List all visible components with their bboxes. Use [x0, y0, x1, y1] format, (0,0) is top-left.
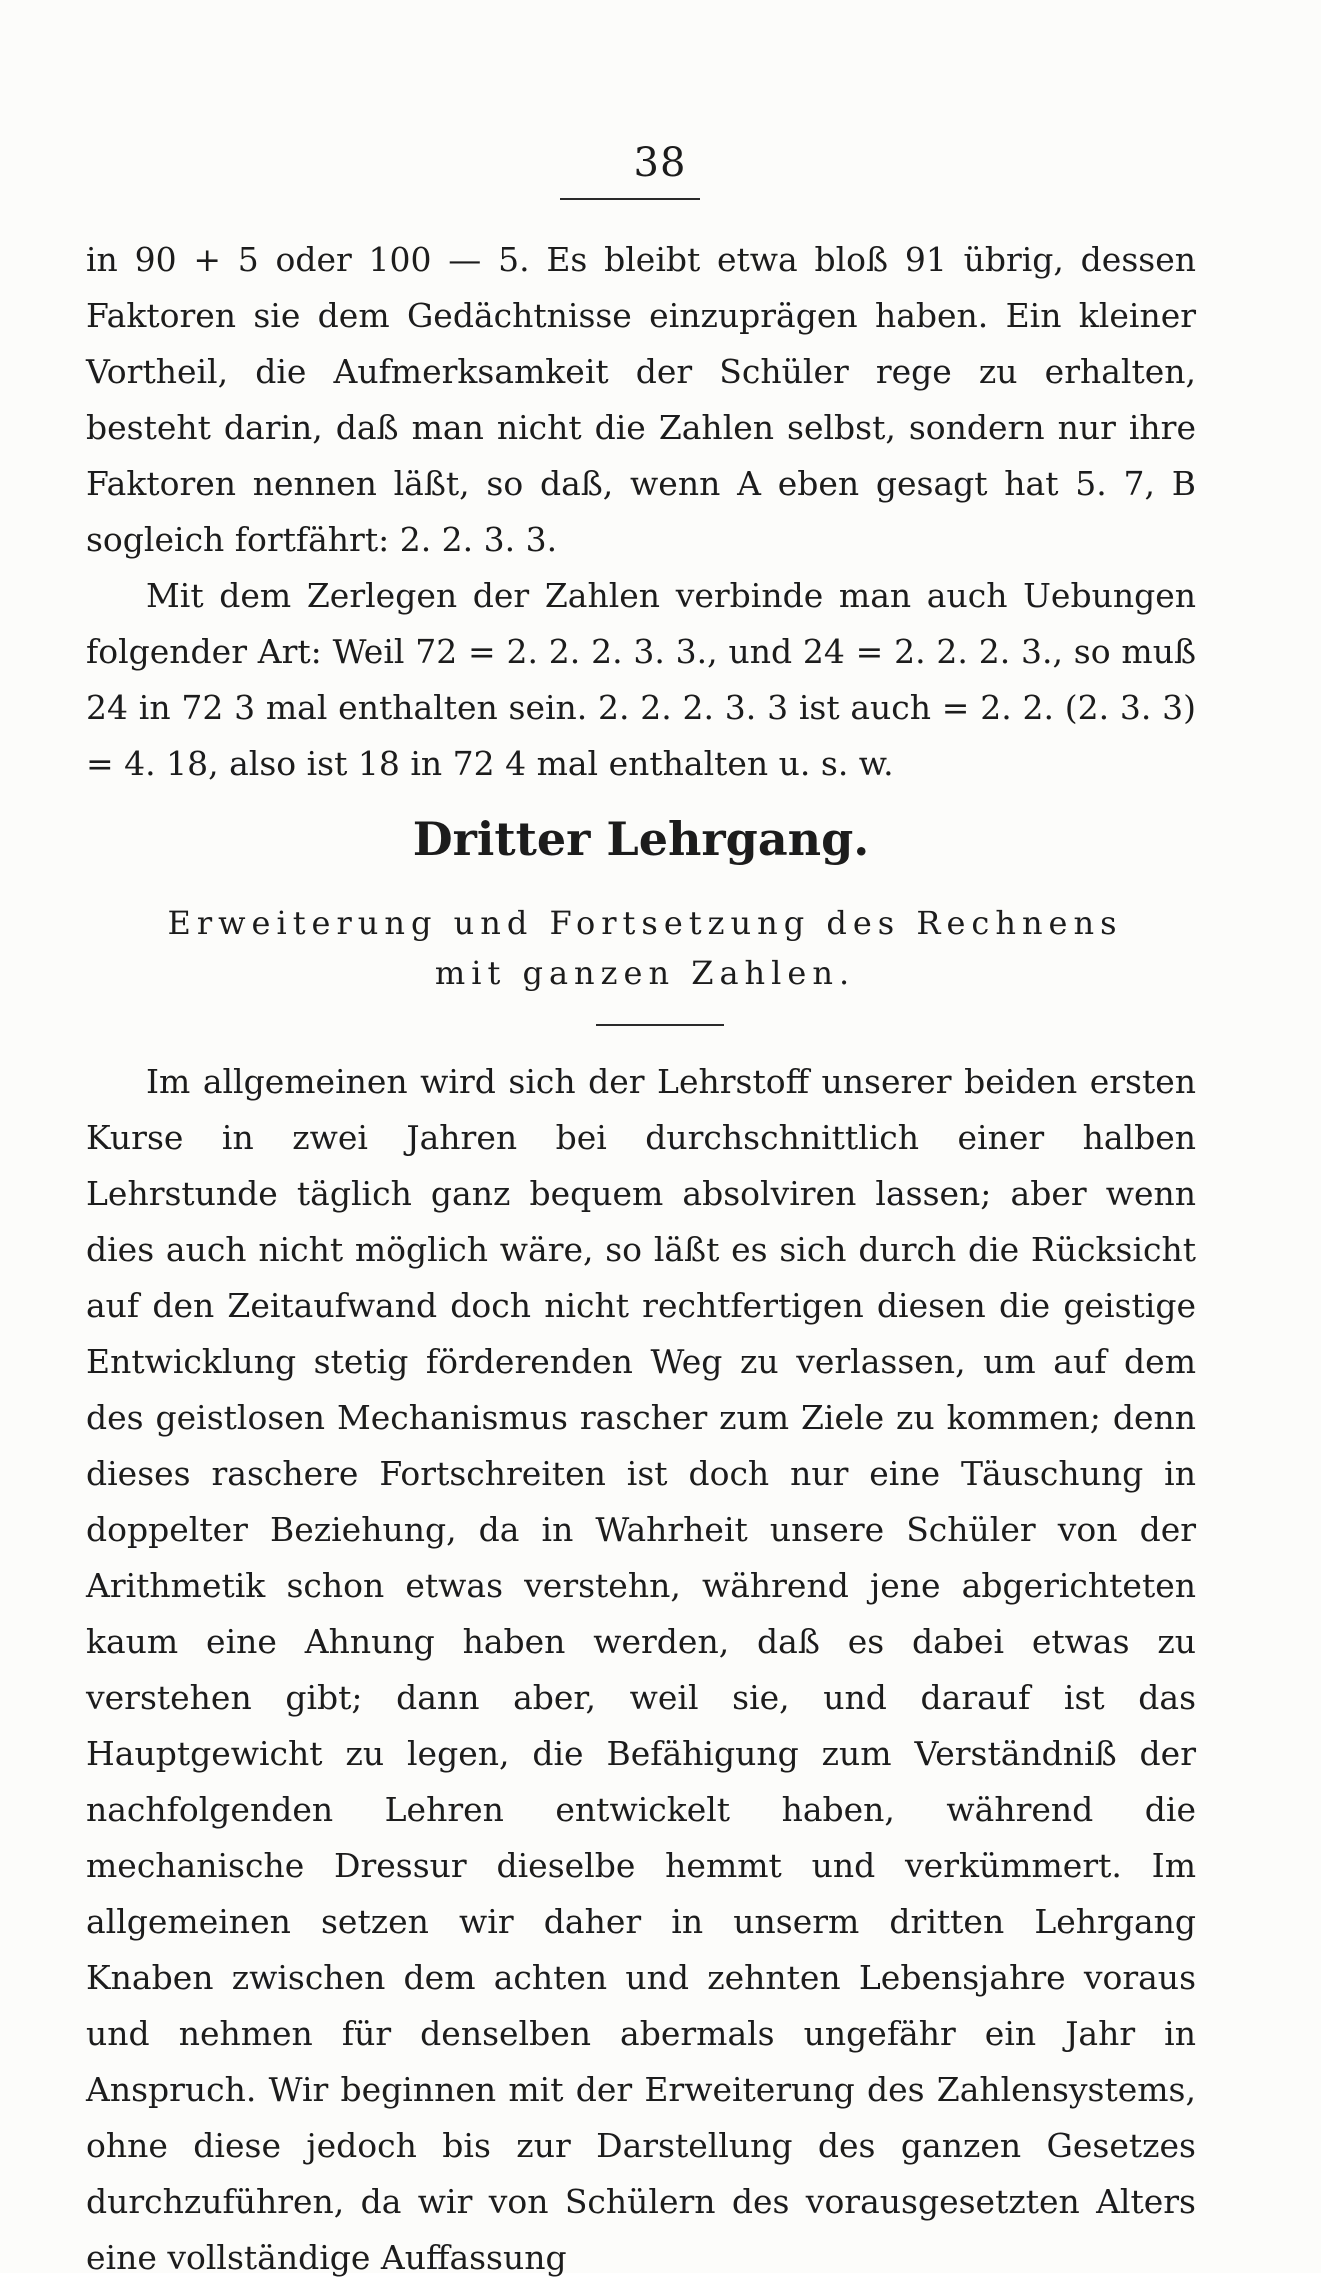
section-subheading: Erweiterung und Fortsetzung des Rechnens mit ganzen Zahlen.: [167, 904, 1123, 992]
paragraph-zerlegen: Mit dem Zerlegen der Zahlen verbinde man auch Uebungen folgender Art: Weil 72 = 2. 2. 2. 3. 3., und 24 = 2. 2. 2. 3., so muß 24 in 72 3 mal enthalten sein. 2. 2. 2. 3. 3 ist auch = 2. 2. (2. 3. 3) = 4. 18, also ist 18 in 72 4 mal enthalten u. s. w.: [86, 576, 1196, 783]
section-separator: [596, 1024, 724, 1026]
paragraph-continuation: in 90 + 5 oder 100 — 5. Es bleibt etwa bloß 91 übrig, dessen Faktoren sie dem Gedächtnisse einzuprägen haben. Ein kleiner Vortheil, die Aufmerksamkeit der Schüler rege zu erhalten, besteht darin, daß man nicht die Zahlen selbst, sondern nur ihre Faktoren nennen läßt, so daß, wenn A eben gesagt hat 5. 7, B sogleich fortfährt: 2. 2. 3. 3.: [86, 240, 1196, 559]
top-text-block: [86, 232, 1196, 792]
main-text-block: [86, 1054, 1196, 2286]
section-heading: Dritter Lehrgang.: [412, 812, 870, 866]
header-rule: [560, 198, 700, 200]
page-number: 38: [633, 140, 687, 186]
paragraph-main: Im allgemeinen wird sich der Lehrstoff unserer beiden ersten Kurse in zwei Jahren bei durchschnittlich einer halben Lehrstunde täglich ganz bequem absolviren lassen; aber wenn dies auch nicht möglich wäre, so läßt es sich durch die Rücksicht auf den Zeitaufwand doch nicht rechtfertigen diesen die geistige Entwicklung stetig förderenden Weg zu verlassen, um auf dem des geistlosen Mechanismus rascher zum Ziele zu kommen; denn dieses raschere Fortschreiten ist doch nur eine Täuschung in doppelter Beziehung, da in Wahrheit unsere Schüler von der Arithmetik schon etwas verstehn, während jene abgerichteten kaum eine Ahnung haben werden, daß es dabei etwas zu verstehen gibt; dann aber, weil sie, und darauf ist das Hauptgewicht zu legen, die Befähigung zum Verständniß der nachfolgenden Lehren entwickelt haben, während die mechanische Dressur dieselbe hemmt und verkümmert. Im allgemeinen setzen wir daher in unserm dritten Lehrgang Knaben zwischen dem achten und zehnten Lebensjahre voraus und nehmen für denselben abermals ungefähr ein Jahr in Anspruch. Wir beginnen mit der Erweiterung des Zahlensystems, ohne diese jedoch bis zur Darstellung des ganzen Gesetzes durchzuführen, da wir von Schülern des vorausgesetzten Alters eine vollständige Auffassung: [86, 1062, 1196, 2277]
